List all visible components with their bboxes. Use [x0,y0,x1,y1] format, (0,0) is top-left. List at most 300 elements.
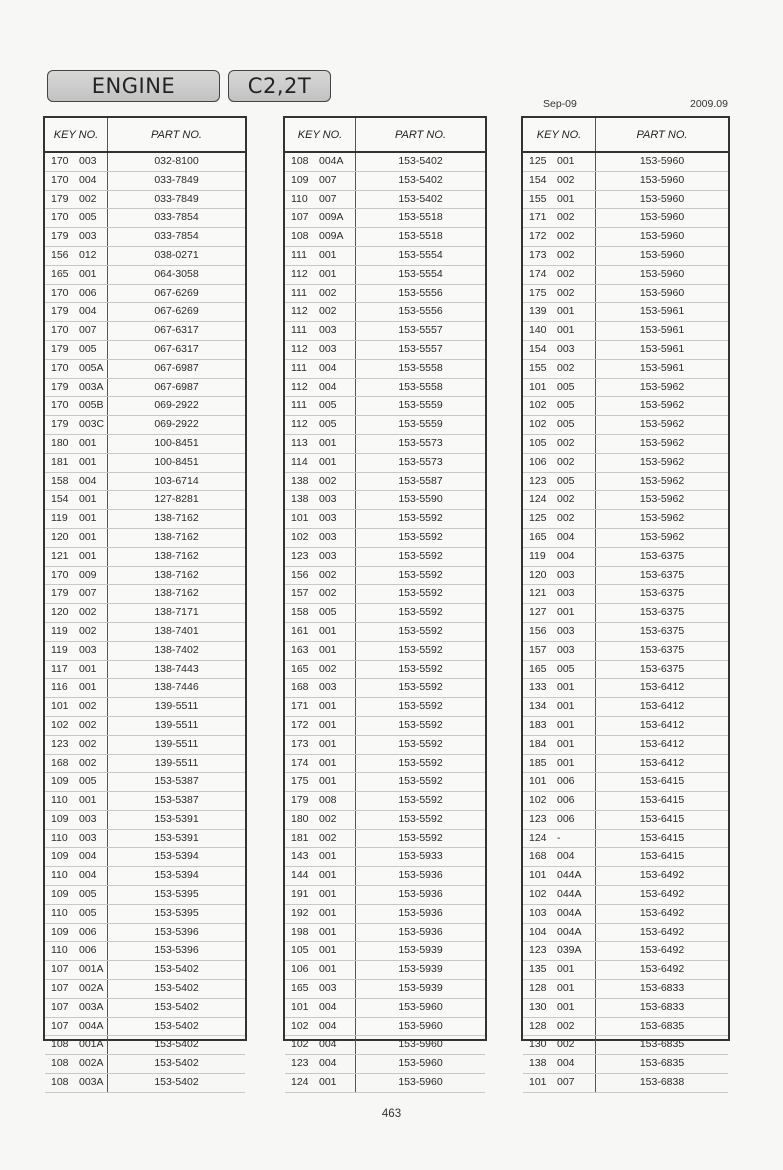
key-no-cell [45,961,108,979]
key-no-cell [285,360,356,378]
part-no-cell: 153-5960 [398,1000,443,1013]
key-item: 003 [79,831,97,844]
key-no-cell [285,228,356,246]
key-no-cell [285,942,356,960]
key-group: 111 [291,286,307,299]
table-row [285,172,485,191]
table-row [45,999,245,1018]
key-group: 161 [291,624,309,637]
table-row [523,473,728,492]
key-group: 109 [51,925,69,938]
table-row [285,623,485,642]
part-no-cell: 153-6375 [639,624,685,637]
part-no-cell: 153-5962 [639,380,685,393]
key-no-cell [523,1055,596,1073]
key-group: 108 [51,1057,69,1070]
key-no-cell [523,999,596,1017]
key-no-cell [285,1018,356,1036]
key-group: 123 [291,1057,309,1070]
key-group: 125 [529,512,547,525]
key-group: 109 [51,888,69,901]
key-no-cell [45,999,108,1017]
key-group: 133 [529,681,547,694]
table-row [523,191,728,210]
table-row [523,435,728,454]
key-no-cell [523,435,596,453]
key-group: 128 [529,1019,547,1032]
key-no-cell [285,379,356,397]
key-group: 139 [529,305,547,318]
part-no-cell: 153-6415 [639,794,685,807]
part-no-cell: 153-5592 [398,718,443,731]
key-group: 124 [529,493,547,506]
part-no-cell: 153-6412 [639,700,685,713]
key-item: 007 [319,192,337,205]
key-no-cell [45,360,108,378]
table-row [523,266,728,285]
part-no-cell: 153-5402 [154,1076,199,1089]
key-no-cell [45,153,108,171]
table-row [523,379,728,398]
key-no-cell [523,623,596,641]
key-group: 110 [291,192,308,205]
key-item: 002 [557,361,575,374]
key-no-cell [45,867,108,885]
key-item: 004 [557,1057,575,1070]
key-no-cell [285,322,356,340]
key-no-cell [523,942,596,960]
key-item: 005 [319,399,337,412]
key-group: 105 [291,944,309,957]
table-row [45,209,245,228]
key-no-cell [45,623,108,641]
key-group: 168 [291,681,309,694]
key-item: 003C [79,418,105,431]
key-item: 002 [557,211,575,224]
table-row [45,661,245,680]
key-no-cell [523,548,596,566]
key-group: 111 [291,324,307,337]
key-item: 002 [79,606,97,619]
key-no-cell [45,1074,108,1092]
table-row [45,153,245,172]
key-no-cell [285,698,356,716]
table-row [285,1036,485,1055]
key-item: 001A [79,1038,104,1051]
key-item: 002 [319,286,337,299]
key-no-cell [45,661,108,679]
table-row [285,980,485,999]
key-item: 004A [319,155,344,167]
key-group: 191 [291,888,309,901]
table-row [523,717,728,736]
part-no-cell: 153-5960 [639,248,685,261]
key-no-cell [45,905,108,923]
table-row [523,360,728,379]
key-group: 101 [529,869,547,882]
part-no-cell: 153-5592 [398,512,443,525]
key-item: 001 [557,737,575,750]
table-row [45,191,245,210]
key-item: 001 [557,324,575,337]
part-no-cell: 153-5936 [398,888,443,901]
table-row [45,397,245,416]
part-no-cell: 139-5511 [154,700,199,713]
table-row [285,661,485,680]
key-group: 119 [51,512,68,525]
key-no-cell [523,642,596,660]
key-no-cell [285,473,356,491]
part-no-cell: 153-5402 [398,155,443,167]
key-item: 002A [79,982,104,995]
key-no-cell [523,961,596,979]
key-no-cell [523,360,596,378]
table-row [285,585,485,604]
table-row [45,322,245,341]
part-no-cell: 153-5962 [639,474,685,487]
key-no-cell [285,567,356,585]
key-group: 102 [291,1019,309,1032]
key-item: 005A [79,361,104,374]
key-group: 156 [51,248,69,261]
key-group: 138 [291,493,309,506]
key-group: 102 [291,1038,309,1051]
key-item: 001 [557,1000,575,1013]
part-no-cell: 153-5960 [639,173,685,186]
key-no-cell [285,585,356,603]
key-item: 001 [319,963,337,976]
key-item: 003A [79,1076,104,1089]
key-group: 130 [529,1000,547,1013]
table-row [285,397,485,416]
key-no-header: KEY NO. [523,118,596,151]
part-no-cell: 153-5402 [154,1038,199,1051]
table-row [45,604,245,623]
part-no-cell: 153-5573 [398,455,443,468]
part-no-cell: 153-5961 [639,342,685,355]
key-group: 112 [291,380,308,393]
part-no-cell: 153-6492 [639,906,685,919]
key-group: 172 [291,718,309,731]
table-row [45,642,245,661]
part-no-cell: 153-5936 [398,906,443,919]
table-row [45,510,245,529]
part-no-cell: 138-7162 [154,549,199,562]
part-no-cell: 153-6835 [639,1019,685,1032]
key-group: 157 [291,587,309,600]
part-no-cell: 153-5960 [639,267,685,280]
key-no-cell [285,247,356,265]
key-no-cell [285,209,356,227]
part-no-cell: 153-6412 [639,756,685,769]
key-item: 003 [79,155,97,167]
key-item: 001 [557,756,575,769]
table-row [45,341,245,360]
part-no-cell: 033-7849 [154,173,199,186]
key-group: 108 [51,1038,69,1051]
key-group: 192 [291,906,309,919]
key-no-cell [45,567,108,585]
part-no-cell: 067-6269 [154,305,199,318]
part-no-cell: 153-5960 [639,192,685,205]
key-no-cell [285,792,356,810]
key-item: 002 [79,737,97,750]
part-no-cell: 033-7849 [154,192,199,205]
key-item: 001 [557,606,575,619]
part-no-cell: 067-6987 [154,361,199,374]
key-no-cell [45,755,108,773]
table-row [523,755,728,774]
key-no-cell [285,679,356,697]
key-no-cell [523,924,596,942]
table-row [45,867,245,886]
part-no-cell: 153-6835 [639,1038,685,1051]
key-item: 004A [557,906,582,919]
part-no-cell: 138-7162 [154,587,199,600]
part-no-cell: 138-7162 [154,568,199,581]
table-row [523,172,728,191]
part-no-cell: 153-5518 [398,230,443,243]
table-row [45,172,245,191]
key-group: 170 [51,173,69,186]
key-item: 005 [79,775,97,788]
table-row [285,717,485,736]
key-no-cell [285,191,356,209]
part-no-cell: 153-6415 [639,775,685,788]
key-item: 006 [79,286,97,299]
key-no-cell [45,379,108,397]
part-no-cell: 153-5592 [398,737,443,750]
key-item: 003 [319,530,337,543]
part-no-cell: 138-7171 [154,606,199,619]
table-row [45,285,245,304]
table-row [523,491,728,510]
key-no-cell [45,679,108,697]
key-item: 001 [79,493,97,506]
key-no-cell [285,397,356,415]
key-item: 003 [79,812,97,825]
key-item: 001 [79,436,97,449]
part-no-cell: 153-5936 [398,869,443,882]
part-no-cell: 138-7401 [154,624,199,637]
part-no-cell: 153-5592 [398,794,443,807]
key-group: 113 [291,436,308,449]
table-row [285,830,485,849]
key-item: 005 [79,906,97,919]
part-no-cell: 153-6375 [639,587,685,600]
key-group: 112 [291,267,308,280]
key-no-cell [45,792,108,810]
part-no-header: PART NO. [395,128,446,141]
part-no-cell: 153-6833 [639,982,685,995]
table-row [285,454,485,473]
key-no-cell [45,773,108,791]
key-no-cell [523,736,596,754]
table-row [45,698,245,717]
key-item: 001 [79,662,97,675]
part-no-cell: 153-5962 [639,418,685,431]
key-no-cell [45,604,108,622]
part-no-cell: 100-8451 [154,436,199,449]
key-group: 154 [529,342,547,355]
key-item: 006 [79,944,97,957]
part-no-cell: 153-5961 [639,324,685,337]
key-group: 170 [51,361,69,374]
key-no-cell [285,961,356,979]
key-no-cell [45,642,108,660]
key-item: 001 [319,436,337,449]
part-no-cell: 153-5960 [398,1019,443,1032]
key-item: 007 [319,173,337,186]
key-item: 003 [557,643,575,656]
part-no-cell: 153-5402 [154,1000,199,1013]
part-no-cell: 153-5960 [639,211,685,224]
table-row [523,341,728,360]
key-item: 001 [319,906,337,919]
key-no-cell [45,1055,108,1073]
table-row [45,491,245,510]
key-no-cell [45,473,108,491]
part-no-cell: 153-5387 [154,794,199,807]
part-no-cell: 153-5962 [639,436,685,449]
table-row [523,811,728,830]
key-item: 001 [557,982,575,995]
key-item: 004A [79,1019,104,1032]
key-group: 114 [291,455,308,468]
table-row [45,1036,245,1055]
key-item: 005 [79,888,97,901]
key-item: 002 [79,756,97,769]
key-item: 003A [79,1000,104,1013]
part-no-cell: 139-5511 [154,756,199,769]
part-no-cell: 153-5962 [639,399,685,412]
part-no-cell: 153-5391 [154,812,199,825]
part-no-cell: 100-8451 [154,455,199,468]
table-body [523,153,728,1093]
key-group: 172 [529,230,547,243]
key-item: 001 [319,267,337,280]
key-group: 121 [529,587,547,600]
key-no-cell [45,341,108,359]
key-item: 003 [319,982,337,995]
key-group: 102 [529,418,547,431]
key-no-cell [523,285,596,303]
table-row [45,435,245,454]
key-item: 001 [557,700,575,713]
part-no-cell: 153-5960 [398,1038,443,1051]
part-no-cell: 153-5592 [398,775,443,788]
table-row [285,209,485,228]
key-group: 107 [51,963,69,976]
key-item: 003 [319,493,337,506]
key-item: 004 [319,1057,337,1070]
key-no-cell [285,773,356,791]
key-item: 002 [319,568,337,581]
key-group: 138 [291,474,309,487]
key-no-cell [45,266,108,284]
key-item: 002 [319,812,337,825]
part-no-cell: 153-5960 [639,230,685,243]
table-row [523,848,728,867]
key-item: 002 [557,1019,575,1032]
key-item: 009A [319,211,344,224]
key-item: 001 [79,455,97,468]
key-no-cell [45,811,108,829]
key-item: 001 [557,963,575,976]
key-group: 174 [529,267,547,280]
key-group: 109 [51,812,69,825]
key-no-cell [523,848,596,866]
parts-table-2 [283,116,487,1089]
key-no-cell [45,886,108,904]
key-group: 105 [529,436,547,449]
table-row [523,830,728,849]
key-no-cell [523,510,596,528]
table-row [523,510,728,529]
key-group: 134 [529,700,547,713]
table-row [45,529,245,548]
table-row [285,247,485,266]
part-no-cell: 069-2922 [154,399,199,412]
key-no-cell [523,454,596,472]
key-no-cell [285,867,356,885]
key-no-cell [285,303,356,321]
key-item: 003 [557,587,575,600]
table-row [285,1055,485,1074]
key-group: 130 [529,1038,547,1051]
part-no-cell: 153-5590 [398,493,443,506]
key-no-cell [523,529,596,547]
key-item: 009A [319,230,344,243]
table-row [285,322,485,341]
part-no-cell: 153-5402 [154,1019,199,1032]
key-item: 001 [557,305,575,318]
key-item: 007 [79,324,97,337]
table-row [523,999,728,1018]
key-item: 004 [79,869,97,882]
key-item: 004 [557,530,575,543]
key-no-cell [45,435,108,453]
key-item: 001 [319,624,337,637]
key-group: 165 [529,662,547,675]
table-row [523,397,728,416]
key-item: 002 [79,718,97,731]
table-row [285,529,485,548]
part-no-cell: 153-6415 [639,850,685,863]
key-group: 156 [291,568,309,581]
key-group: 158 [291,606,309,619]
key-group: 119 [51,643,68,656]
key-group: 170 [51,211,69,224]
key-item: 005 [319,606,337,619]
key-group: 109 [51,850,69,863]
key-item: 001 [557,192,575,205]
key-group: 170 [51,568,69,581]
table-row [45,303,245,322]
table-row [523,1018,728,1037]
key-no-cell [45,416,108,434]
key-item: 001 [79,681,97,694]
part-no-cell: 032-8100 [154,155,199,167]
key-no-cell [285,416,356,434]
key-item: 002 [557,230,575,243]
key-item: 001 [79,549,97,562]
part-no-cell: 153-5518 [398,211,443,224]
key-item: 004 [319,380,337,393]
key-item: 006 [557,794,575,807]
part-no-cell: 153-5387 [154,775,199,788]
key-no-cell [523,247,596,265]
